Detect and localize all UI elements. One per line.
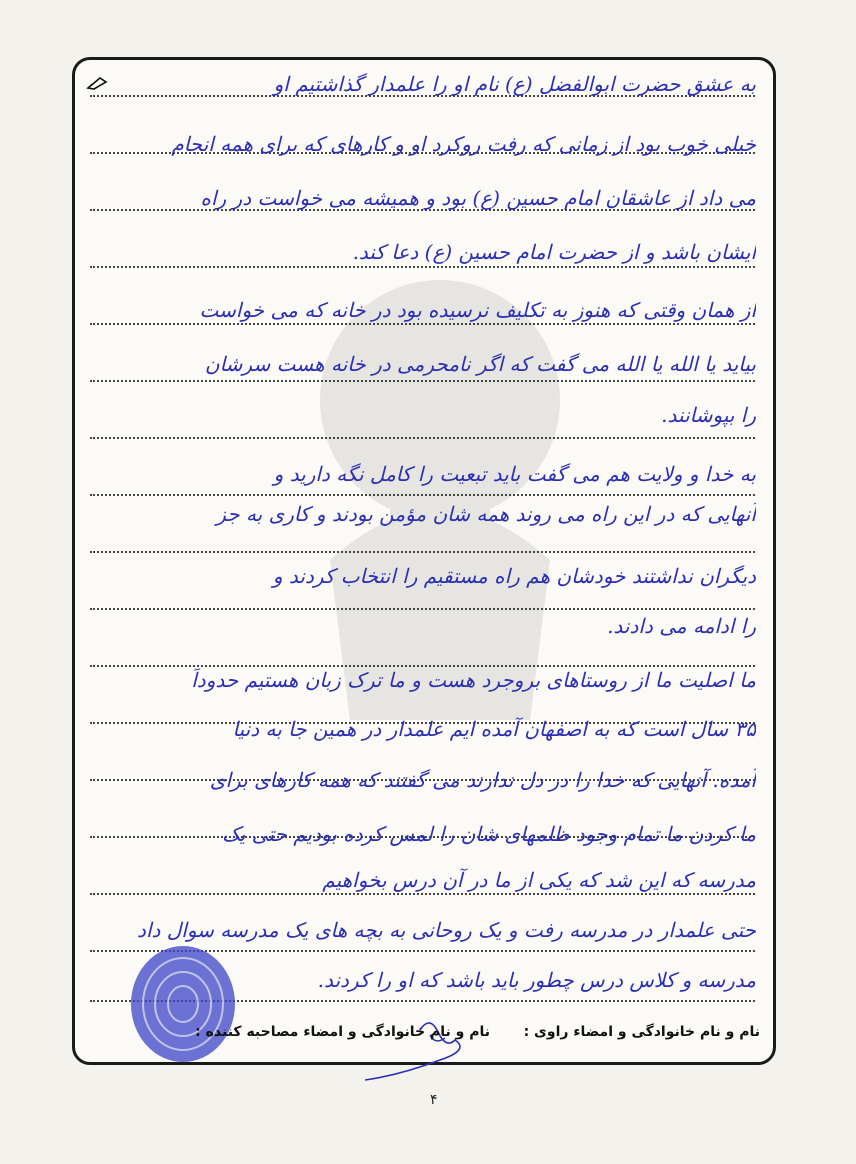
handwritten-line: دیگران نداشتند خودشان هم راه مستقیم را انتخاب کردند و xyxy=(272,564,756,588)
handwritten-line: را ادامه می دادند. xyxy=(607,614,756,638)
interviewer-signature-label: نام و نام خانوادگی و امضاء مصاحبه کننده : xyxy=(195,1024,490,1040)
handwritten-line: مدرسه که این شد که یکی از ما در آن درس بخواهیم xyxy=(322,868,756,892)
handwritten-line: آمده. آنهایی که خدا را در دل ندارند می گفتند که همه کارهای برای xyxy=(209,768,756,792)
handwritten-line: حتی علمدار در مدرسه رفت و یک روحانی به بچه های یک مدرسه سوال داد xyxy=(137,918,756,942)
narrator-signature-label: نام و نام خانوادگی و امضاء راوی : xyxy=(523,1024,760,1040)
handwritten-line: بیاید یا الله یا الله می گفت که اگر نامحرمی در خانه هست سرشان xyxy=(204,352,756,376)
handwritten-line: می داد از عاشقان امام حسین (ع) بود و همیشه می خواست در راه xyxy=(200,186,756,210)
handwritten-line: ایشان باشد و از حضرت امام حسین (ع) دعا کند. xyxy=(352,240,756,264)
ruled-line xyxy=(90,665,755,667)
handwritten-line: را بپوشانند. xyxy=(661,403,756,427)
handwritten-line: به عشق حضرت ابوالفضل (ع) نام او را علمدار گذاشتیم او xyxy=(273,72,756,96)
ruled-line xyxy=(90,437,755,439)
page-number: ۴ xyxy=(430,1092,438,1108)
handwritten-line: خیلی خوب بود از زمانی که رفت روکرد او و کارهای که برای همه انجام xyxy=(171,132,756,156)
handwritten-line: به خدا و ولایت هم می گفت باید تبعیت را کامل نگه دارید و xyxy=(273,462,756,486)
ruled-line xyxy=(90,551,755,553)
ruled-line xyxy=(90,608,755,610)
ruled-line xyxy=(90,266,755,268)
ruled-line xyxy=(90,494,755,496)
handwritten-line: از همان وقتی که هنوز به تکلیف نرسیده بود در خانه که می خواست xyxy=(199,298,756,322)
handwritten-line: ما اصلیت ما از روستاهای بروجرد هست و ما ترک زبان هستیم حدوداً xyxy=(191,668,756,692)
ruled-line xyxy=(90,893,755,895)
handwritten-line: مدرسه و کلاس درس چطور باید باشد که او را کردند. xyxy=(317,968,756,992)
handwritten-line: آنهایی که در این راه می روند همه شان مؤمن بودند و کاری به جز xyxy=(216,502,756,526)
signature-footer xyxy=(90,1024,760,1054)
ruled-line xyxy=(90,323,755,325)
handwritten-line: ۳۵ سال است که به اصفهان آمده ایم علمدار در همین جا به دنیا xyxy=(232,717,756,741)
handwritten-line: ما کردن ما تمام وجود ظلمهای شان را لمس کرده بودیم حتی یک xyxy=(221,822,756,846)
ruled-line xyxy=(90,380,755,382)
